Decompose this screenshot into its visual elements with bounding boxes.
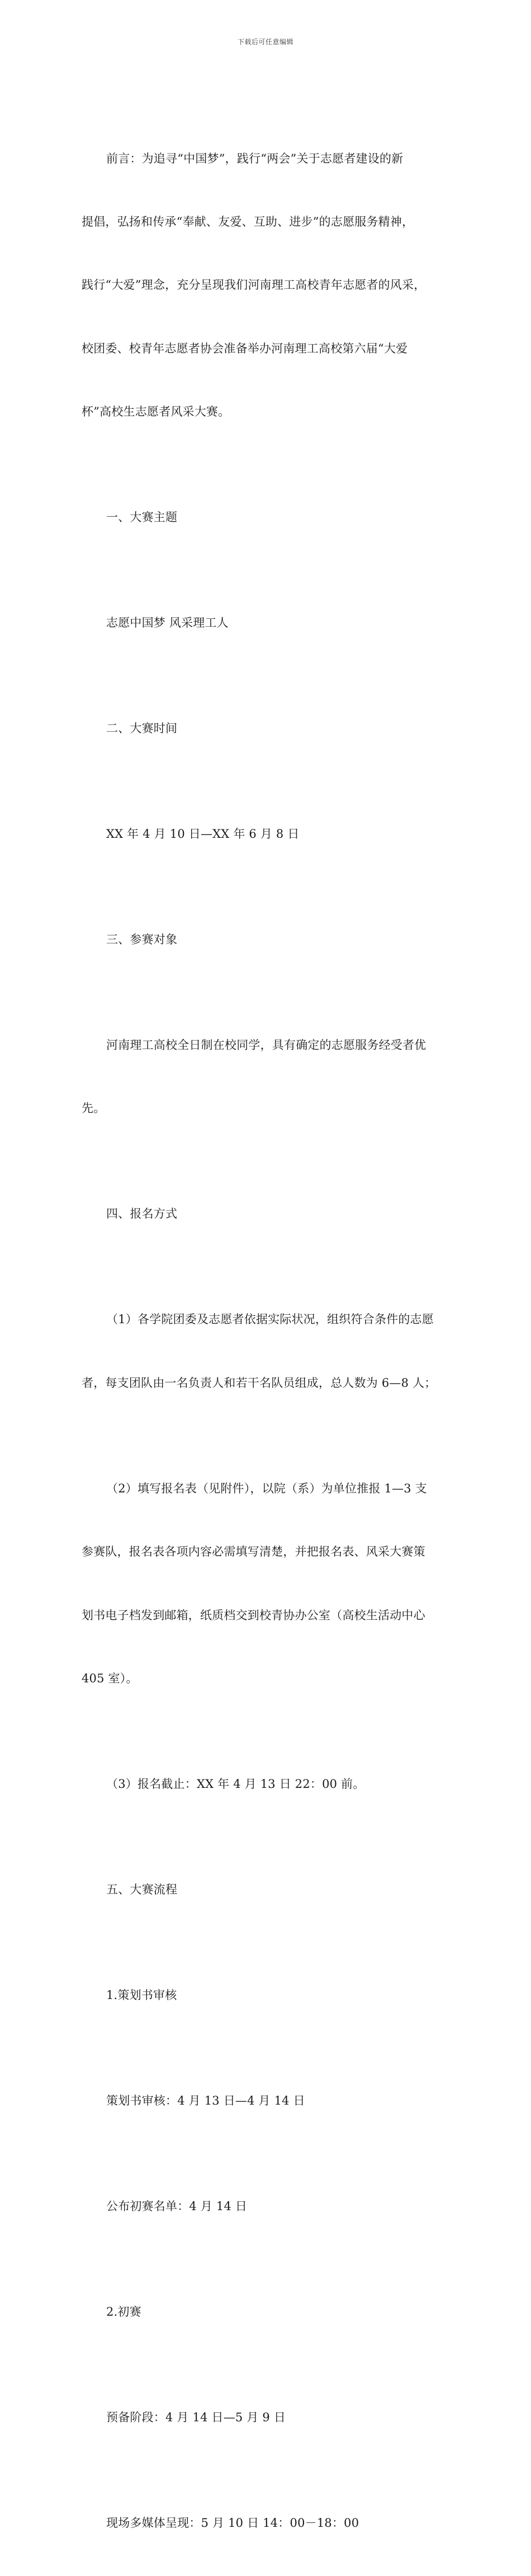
document-body [82,106,462,2576]
registration-item-1: （1）各学院团委及志愿者依据实际状况，组织符合条件的志愿 者，每支团队由一名负责人和若干名队员组成，总人数为 6—8 人； [82,1313,437,1390]
participants-text: 河南理工高校全日制在校同学，具有确定的志愿服务经受者优 先。 [82,1038,426,1115]
preface-line: 校团委、校青年志愿者协会准备举办河南理工高校第六届“大爱 [82,341,408,355]
section-heading-theme: 一、大赛主题 [106,511,178,524]
header-note: 下载后可任意编辑 [237,38,293,46]
preface-paragraph [82,106,462,465]
theme-text: 志愿中国梦 风采理工人 [106,616,229,630]
process-subheading-preliminary: 2.初赛 [106,2305,141,2319]
registration-item-3: （3）报名截止：XX 年 4 月 13 日 22：00 前。 [106,1777,365,1791]
registration-item-2: （2）填写报名表（见附件），以院（系）为单位推报 1—3 支 参赛队，报名表各项内容必需填写清楚，并把报名表、风采大赛策 划书电子档发到邮箱，纸质档交到校青协办公室（高校生活动中心 405 室）。 [82,1481,427,1685]
preface-line: 杯”高校生志愿者风采大赛。 [82,405,230,419]
preface-line: 践行“大爱”理念，充分呈现我们河南理工高校青年志愿者的风采， [82,278,426,292]
process-review-line: 策划书审核：4 月 13 日—4 月 14 日 [106,2093,305,2107]
process-preliminary-line: 预备阶段：4 月 14 日—5 月 9 日 [106,2410,286,2424]
section-heading-registration: 四、报名方式 [106,1207,178,1221]
time-text: XX 年 4 月 10 日—XX 年 6 月 8 日 [106,827,300,841]
section-heading-participants: 三、参赛对象 [106,933,178,947]
process-subheading-review: 1.策划书审核 [106,1988,177,2002]
preface-line: 前言：为追寻“中国梦”，践行“两会”关于志愿者建设的新 [106,151,404,165]
section-heading-process: 五、大赛流程 [106,1882,178,1896]
section-heading-time: 二、大赛时间 [106,722,178,736]
process-review-line: 公布初赛名单：4 月 14 日 [106,2199,248,2213]
process-preliminary-line: 现场多媒体呈现：5 月 10 日 14：00－18：00 [106,2516,359,2530]
preface-line: 提倡，弘扬和传承“奉献、友爱、互助、进步”的志愿服务精神， [82,214,414,228]
